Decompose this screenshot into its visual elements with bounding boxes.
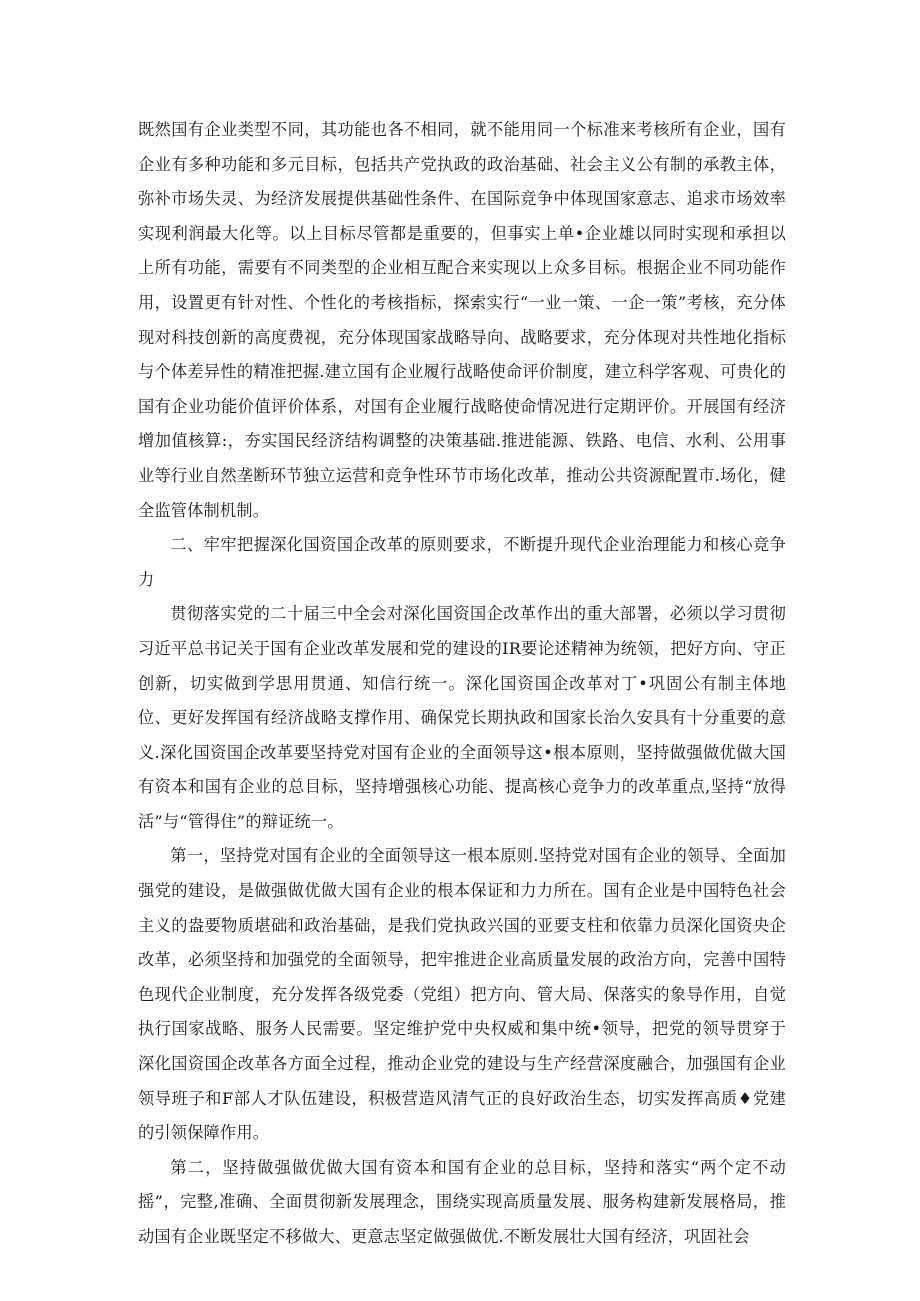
paragraph-second-principle: 第二，坚持做强做优做大国有资本和国有企业的总目标，坚持和落实“两个定不动摇”，完整,准确、全面贯彻新发展理念，围绕实现高质量发展、服务构建新发展格局，推动国有企业既坚定不移做大、更意志坚定做强做优.不断发展壮大国有经济，巩固社会 <box>138 1157 786 1246</box>
paragraph-reform-principles: 贯彻落实党的二十届三中全会对深化国资国企改革作出的重大部署，必须以学习贯彻习近平总书记关于国有企业改革发展和党的建设的IR要论述精神为统领，把好方向、守正创新，切实做到学思用贯通、知信行统一。深化国资国企改革对丁•巩固公有制主体地位、更好发挥国有经济战略支撑作用、确保党长期执政和国家长治久安具有十分重要的意义.深化国资国企改革要坚持党对国有企业的全面领导这•根本原则，坚持做强做优做大国有资本和国有企业的总目标，坚持增强核心功能、提高核心竞争力的改革重点,坚持“放得活”与“管得住”的辩证统一。 <box>138 604 786 831</box>
document-page <box>138 113 786 1255</box>
paragraph-assessment: 既然国有企业类型不同，其功能也各不相同，就不能用同一个标准来考核所有企业，国有企业有多种功能和多元目标，包括共产党执政的政治基础、社会主义公有制的承教主体，弥补市场失灵、为经济发展提供基础性条件、在国际竞争中体现国家意志、追求市场效率实现利润最大化等。以上目标尽管都是重要的，但事实上单•企业雄以同时实现和承担以上所有功能，需要有不同类型的企业相互配合来实现以上众多目标。根据企业不同功能作用，设置更有针对性、个性化的考核指标，探索实行“一业一策、一企一策”考核，充分体现对科技创新的高度费视，充分体现国家战略导向、战略要求，充分体现对共性地化指标与个体差异性的精准把握.建立国有企业履行战略使命评价制度，建立科学客观、可贵化的国有企业功能价值评价体系，对国有企业履行战略使命情况进行定期评价。开展国有经济增加值核算:，夯实国民经济结构调整的决策基础.推进能源、铁路、电信、水利、公用事业等行业自然垄断环节独立运营和竞争性环节市场化改革，推动公共资源配置市.场化，健全监管体制机制。 <box>138 120 786 520</box>
section-heading-2: 二、牢牢把握深化国资国企改革的原则要求，不断提升现代企业治理能力和核心竞争力 <box>138 535 786 589</box>
paragraph-first-principle: 第一，坚持党对国有企业的全面领导这一根本原则.坚持党对国有企业的领导、全面加强党的建设，是做强做优做大国有企业的根本保证和力力所在。国有企业是中国特色社会主义的盎要物质堪础和政治基础，是我们党执政兴国的亚要支柱和依靠力员深化国资央企改革，必须坚持和加强党的全面领导，把牢推进企业高质量发展的政治方向，完善中国特色现代企业制度，充分发挥各级党委（党组）把方向、管大局、保落实的象导作用，自觉执行国家战略、服务人民需要。坚定维护党中央权威和集中统•领导，把党的领导贯穿于深化国资国企改革各方面全过程，推动企业党的建设与生产经营深度融合，加强国有企业领导班子和F部人才队伍建设，积极营造风清气正的良好政治生态，切实发挥高质♦党建的引领保障作用。 <box>138 846 786 1143</box>
